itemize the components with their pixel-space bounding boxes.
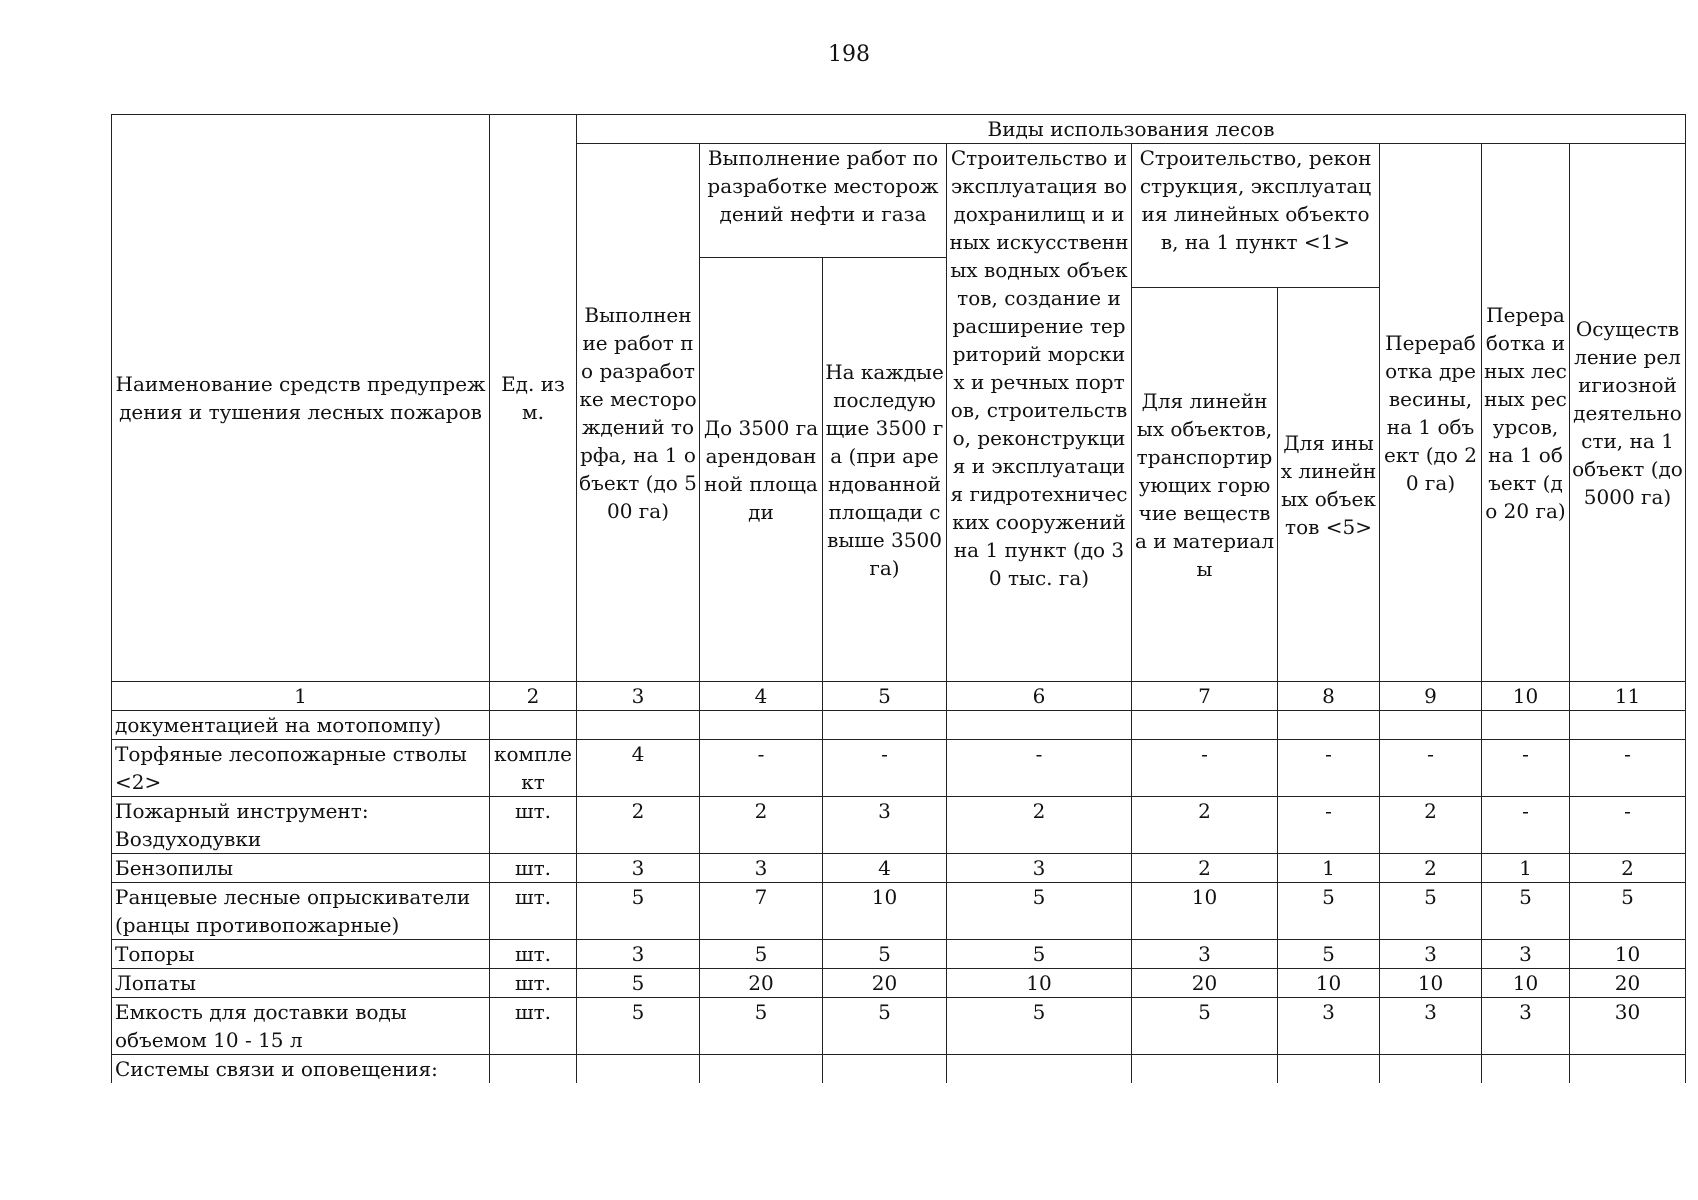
row-value: 10 xyxy=(823,883,947,940)
table-row xyxy=(112,711,1686,740)
row-value xyxy=(700,711,823,740)
row-value: - xyxy=(823,740,947,797)
row-value: 3 xyxy=(1482,940,1570,969)
row-value: 20 xyxy=(1132,969,1278,998)
row-value xyxy=(947,711,1132,740)
row-value: - xyxy=(947,740,1132,797)
column-number: 11 xyxy=(1570,682,1686,711)
row-value: 5 xyxy=(1132,998,1278,1055)
row-value: 5 xyxy=(1278,940,1380,969)
row-name: Емкость для доставки воды объемом 10 - 15 л xyxy=(112,998,490,1055)
table-row xyxy=(112,854,1686,883)
row-value: 10 xyxy=(1132,883,1278,940)
row-value: 3 xyxy=(1278,998,1380,1055)
row-value: 3 xyxy=(947,854,1132,883)
row-value: 3 xyxy=(1132,940,1278,969)
table-row xyxy=(112,940,1686,969)
row-value xyxy=(1482,711,1570,740)
row-value: 5 xyxy=(947,998,1132,1055)
row-value: 5 xyxy=(1380,883,1482,940)
row-value xyxy=(700,1055,823,1084)
table-header xyxy=(112,115,1686,682)
row-value xyxy=(577,1055,700,1084)
row-name: Системы связи и оповещения: xyxy=(112,1055,490,1084)
row-value xyxy=(1132,1055,1278,1084)
header-linear-a: Для линейных объектов, транспортирующих горючие вещества и материалы xyxy=(1132,288,1278,682)
header-linear-b: Для иных линейных объектов <5> xyxy=(1278,288,1380,682)
row-value: 4 xyxy=(823,854,947,883)
row-value: 3 xyxy=(577,854,700,883)
row-unit: шт. xyxy=(490,969,577,998)
header-other-resources: Переработка иных лесных ресурсов, на 1 объект (до 20 га) xyxy=(1482,144,1570,682)
row-value: 5 xyxy=(947,940,1132,969)
row-name: документацией на мотопомпу) xyxy=(112,711,490,740)
column-number: 2 xyxy=(490,682,577,711)
row-value: 5 xyxy=(1482,883,1570,940)
forest-fire-equipment-table xyxy=(111,114,1686,1083)
row-unit: шт. xyxy=(490,883,577,940)
row-value: 2 xyxy=(947,797,1132,854)
row-value xyxy=(1132,711,1278,740)
row-value xyxy=(823,1055,947,1084)
column-number: 4 xyxy=(700,682,823,711)
row-value: 1 xyxy=(1278,854,1380,883)
row-value: 2 xyxy=(1380,854,1482,883)
row-name: Топоры xyxy=(112,940,490,969)
row-value: 5 xyxy=(947,883,1132,940)
row-unit xyxy=(490,1055,577,1084)
row-value: 5 xyxy=(577,883,700,940)
row-name: Торфяные лесопожарные стволы <2> xyxy=(112,740,490,797)
row-value: 5 xyxy=(577,969,700,998)
column-number: 7 xyxy=(1132,682,1278,711)
row-value: 3 xyxy=(1380,940,1482,969)
header-peat: Выполнение работ по разработке месторождений торфа, на 1 объект (до 500 га) xyxy=(577,144,700,682)
row-value: 5 xyxy=(823,940,947,969)
row-value: 20 xyxy=(1570,969,1686,998)
row-value xyxy=(947,1055,1132,1084)
row-value: 4 xyxy=(577,740,700,797)
row-value: 10 xyxy=(947,969,1132,998)
table-row xyxy=(112,1055,1686,1084)
row-value: - xyxy=(1570,797,1686,854)
row-value: 1 xyxy=(1482,854,1570,883)
table-body xyxy=(112,682,1686,1084)
row-value: 7 xyxy=(700,883,823,940)
header-group-forest-use: Виды использования лесов xyxy=(577,115,1686,144)
column-number-row xyxy=(112,682,1686,711)
row-value: 20 xyxy=(823,969,947,998)
row-value: - xyxy=(1380,740,1482,797)
row-unit xyxy=(490,711,577,740)
row-value: 10 xyxy=(1570,940,1686,969)
row-value: 2 xyxy=(1570,854,1686,883)
row-name: Бензопилы xyxy=(112,854,490,883)
row-value xyxy=(1380,1055,1482,1084)
row-name: Ранцевые лесные опрыскиватели (ранцы противопожарные) xyxy=(112,883,490,940)
column-number: 9 xyxy=(1380,682,1482,711)
header-oilgas-b: На каждые последующие 3500 га (при арендованной площади свыше 3500 га) xyxy=(823,258,947,682)
row-value: 20 xyxy=(700,969,823,998)
row-value: 2 xyxy=(577,797,700,854)
row-name: Лопаты xyxy=(112,969,490,998)
row-value: 5 xyxy=(577,998,700,1055)
header-religion: Осуществление религиозной деятельности, на 1 объект (до 5000 га) xyxy=(1570,144,1686,682)
row-value: 2 xyxy=(700,797,823,854)
header-reservoirs: Строительство и эксплуатация водохранилищ и иных искусственных водных объектов, создание и расширение территорий морских и речных портов, строительство, реконструкция и эксплуатация гидротехнических сооружений на 1 пункт (до 30 тыс. га) xyxy=(947,144,1132,682)
row-unit: шт. xyxy=(490,940,577,969)
header-col-unit: Ед. изм. xyxy=(490,115,577,682)
row-value: - xyxy=(700,740,823,797)
row-value: 3 xyxy=(1380,998,1482,1055)
row-value: 2 xyxy=(1380,797,1482,854)
row-value: - xyxy=(1482,797,1570,854)
row-value: 10 xyxy=(1482,969,1570,998)
page-number: 198 xyxy=(828,42,870,67)
row-value: - xyxy=(1278,797,1380,854)
table-row xyxy=(112,740,1686,797)
row-value: 5 xyxy=(823,998,947,1055)
row-name: Пожарный инструмент: Воздуходувки xyxy=(112,797,490,854)
row-unit: шт. xyxy=(490,854,577,883)
row-value xyxy=(823,711,947,740)
row-unit: шт. xyxy=(490,998,577,1055)
row-value xyxy=(1278,711,1380,740)
header-oilgas-group: Выполнение работ по разработке месторождений нефти и газа xyxy=(700,144,947,258)
column-number: 3 xyxy=(577,682,700,711)
row-value: 30 xyxy=(1570,998,1686,1055)
row-value: 5 xyxy=(700,940,823,969)
row-value xyxy=(1278,1055,1380,1084)
column-number: 5 xyxy=(823,682,947,711)
header-oilgas-a: До 3500 га арендованной площади xyxy=(700,258,823,682)
row-value: 5 xyxy=(1570,883,1686,940)
column-number: 6 xyxy=(947,682,1132,711)
header-col-name: Наименование средств предупреждения и тушения лесных пожаров xyxy=(112,115,490,682)
row-unit: шт. xyxy=(490,797,577,854)
row-value: 5 xyxy=(700,998,823,1055)
column-number: 10 xyxy=(1482,682,1570,711)
row-value: - xyxy=(1132,740,1278,797)
row-value: 3 xyxy=(823,797,947,854)
column-number: 1 xyxy=(112,682,490,711)
table-row xyxy=(112,883,1686,940)
row-value: 5 xyxy=(1278,883,1380,940)
row-value: 2 xyxy=(1132,854,1278,883)
row-value: 10 xyxy=(1278,969,1380,998)
row-value xyxy=(577,711,700,740)
table-row xyxy=(112,969,1686,998)
column-number: 8 xyxy=(1278,682,1380,711)
row-value: - xyxy=(1278,740,1380,797)
table-row xyxy=(112,797,1686,854)
row-value: - xyxy=(1482,740,1570,797)
header-wood: Переработка древесины, на 1 объект (до 20 га) xyxy=(1380,144,1482,682)
row-value: 2 xyxy=(1132,797,1278,854)
row-value: 3 xyxy=(1482,998,1570,1055)
header-linear-group: Строительство, реконструкция, эксплуатация линейных объектов, на 1 пункт <1> xyxy=(1132,144,1380,288)
row-value xyxy=(1482,1055,1570,1084)
row-unit: комплект xyxy=(490,740,577,797)
row-value: 3 xyxy=(700,854,823,883)
table-row xyxy=(112,998,1686,1055)
row-value: 3 xyxy=(577,940,700,969)
row-value xyxy=(1570,1055,1686,1084)
row-value xyxy=(1570,711,1686,740)
row-value: - xyxy=(1570,740,1686,797)
row-value: 10 xyxy=(1380,969,1482,998)
row-value xyxy=(1380,711,1482,740)
